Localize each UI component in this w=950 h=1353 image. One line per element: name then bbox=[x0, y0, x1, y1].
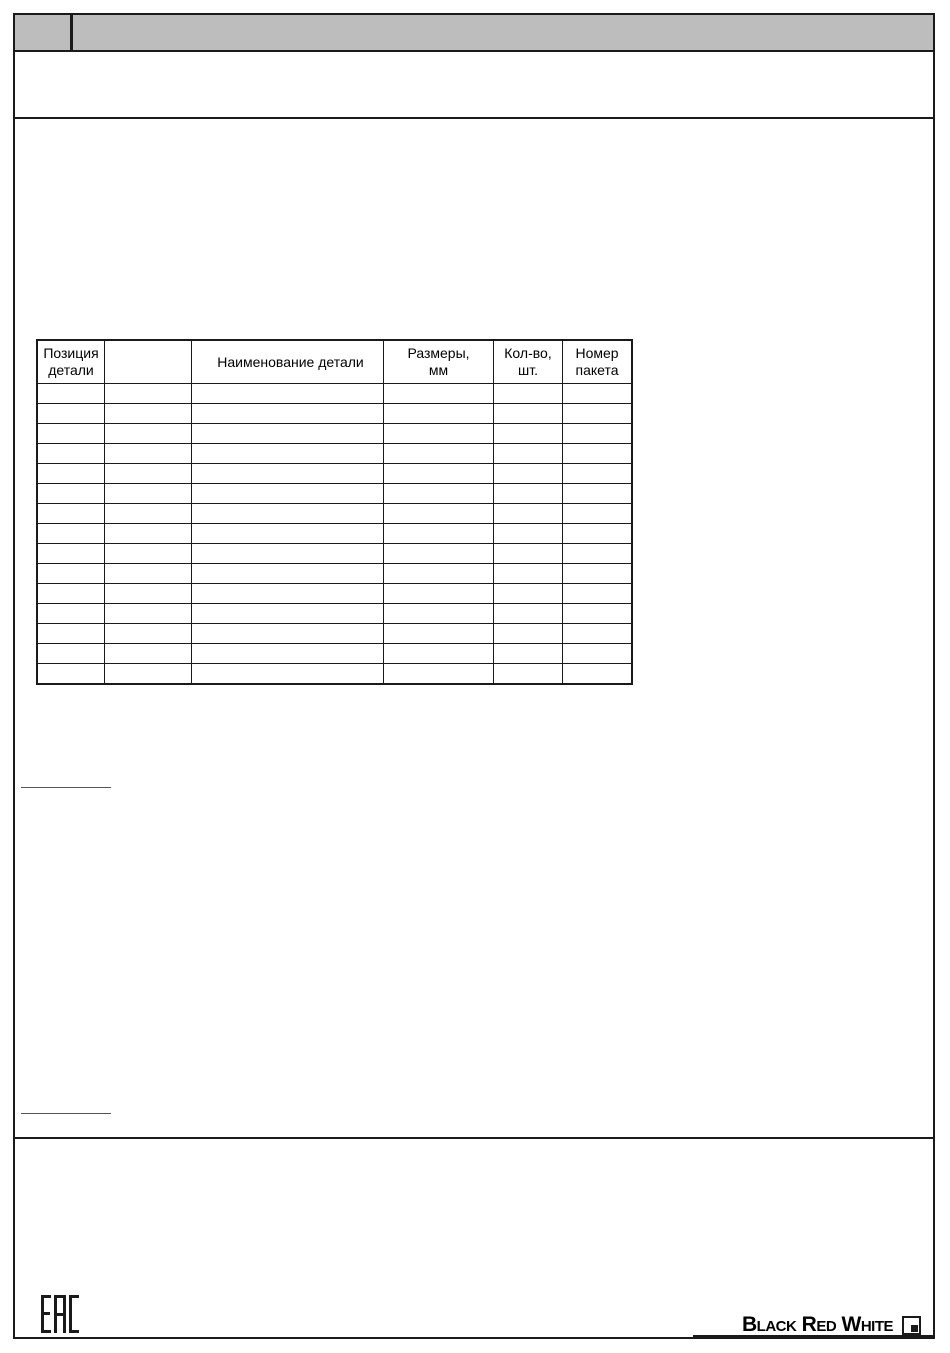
table-cell bbox=[494, 524, 563, 544]
table-cell bbox=[105, 564, 192, 584]
table-cell bbox=[105, 424, 192, 444]
table-cell bbox=[37, 564, 105, 584]
column-header-position: Позиция детали bbox=[37, 340, 105, 384]
table-row bbox=[37, 484, 632, 504]
table-cell bbox=[37, 424, 105, 444]
table-cell bbox=[494, 444, 563, 464]
table-cell bbox=[192, 584, 384, 604]
parts-table-header-row bbox=[37, 340, 632, 384]
table-row bbox=[37, 524, 632, 544]
table-cell bbox=[37, 404, 105, 424]
table-cell bbox=[37, 544, 105, 564]
table-row bbox=[37, 464, 632, 484]
divider-rule bbox=[21, 787, 111, 788]
table-cell bbox=[384, 604, 494, 624]
table-cell bbox=[563, 444, 633, 464]
table-cell bbox=[105, 584, 192, 604]
header-bar bbox=[15, 15, 933, 52]
table-row bbox=[37, 544, 632, 564]
table-cell bbox=[37, 384, 105, 404]
table-row bbox=[37, 404, 632, 424]
table-row bbox=[37, 504, 632, 524]
column-header-blank bbox=[105, 340, 192, 384]
table-cell bbox=[563, 644, 633, 664]
table-cell bbox=[105, 464, 192, 484]
table-cell bbox=[192, 644, 384, 664]
table-row bbox=[37, 644, 632, 664]
table-cell bbox=[37, 584, 105, 604]
divider-rule bbox=[21, 1113, 111, 1114]
table-cell bbox=[563, 564, 633, 584]
table-cell bbox=[384, 644, 494, 664]
table-cell bbox=[105, 504, 192, 524]
table-cell bbox=[563, 584, 633, 604]
table-cell bbox=[563, 504, 633, 524]
table-cell bbox=[563, 384, 633, 404]
table-cell bbox=[494, 584, 563, 604]
table-cell bbox=[384, 504, 494, 524]
table-cell bbox=[563, 544, 633, 564]
table-cell bbox=[105, 604, 192, 624]
brand-name: Black Red White bbox=[742, 1313, 893, 1336]
table-cell bbox=[563, 524, 633, 544]
table-cell bbox=[37, 524, 105, 544]
column-header-part-name: Наименование детали bbox=[192, 340, 384, 384]
brand-square-icon bbox=[902, 1316, 921, 1335]
table-cell bbox=[384, 404, 494, 424]
table-cell bbox=[563, 404, 633, 424]
footer-divider bbox=[15, 1137, 933, 1139]
table-cell bbox=[494, 404, 563, 424]
table-cell bbox=[192, 524, 384, 544]
column-header-package-number: Номер пакета bbox=[563, 340, 633, 384]
table-cell bbox=[105, 404, 192, 424]
table-cell bbox=[494, 424, 563, 444]
table-cell bbox=[384, 464, 494, 484]
table-cell bbox=[37, 604, 105, 624]
table-cell bbox=[105, 384, 192, 404]
table-cell bbox=[494, 564, 563, 584]
parts-table bbox=[36, 339, 633, 685]
table-cell bbox=[192, 484, 384, 504]
table-cell bbox=[494, 484, 563, 504]
table-cell bbox=[563, 484, 633, 504]
table-cell bbox=[384, 544, 494, 564]
table-cell bbox=[105, 484, 192, 504]
table-cell bbox=[384, 444, 494, 464]
table-cell bbox=[105, 444, 192, 464]
table-row bbox=[37, 604, 632, 624]
table-cell bbox=[494, 544, 563, 564]
table-cell bbox=[192, 624, 384, 644]
table-cell bbox=[192, 544, 384, 564]
table-row bbox=[37, 664, 632, 685]
table-row bbox=[37, 564, 632, 584]
table-cell bbox=[494, 624, 563, 644]
table-cell bbox=[494, 644, 563, 664]
column-header-quantity: Кол-во, шт. bbox=[494, 340, 563, 384]
table-row bbox=[37, 444, 632, 464]
column-header-dimensions: Размеры, мм bbox=[384, 340, 494, 384]
table-cell bbox=[105, 644, 192, 664]
table-cell bbox=[563, 664, 633, 685]
table-cell bbox=[494, 384, 563, 404]
table-cell bbox=[384, 664, 494, 685]
table-cell bbox=[192, 564, 384, 584]
table-row bbox=[37, 424, 632, 444]
table-cell bbox=[37, 664, 105, 685]
brand-underline bbox=[693, 1335, 933, 1337]
table-cell bbox=[37, 504, 105, 524]
table-cell bbox=[192, 444, 384, 464]
table-cell bbox=[37, 624, 105, 644]
table-cell bbox=[563, 464, 633, 484]
table-cell bbox=[105, 624, 192, 644]
table-row bbox=[37, 624, 632, 644]
table-row bbox=[37, 584, 632, 604]
table-cell bbox=[384, 564, 494, 584]
table-cell bbox=[384, 624, 494, 644]
table-cell bbox=[563, 604, 633, 624]
table-cell bbox=[105, 664, 192, 685]
table-cell bbox=[384, 524, 494, 544]
table-cell bbox=[384, 384, 494, 404]
table-cell bbox=[494, 664, 563, 685]
table-cell bbox=[37, 484, 105, 504]
table-cell bbox=[563, 624, 633, 644]
title-band bbox=[15, 52, 933, 119]
table-cell bbox=[494, 604, 563, 624]
table-cell bbox=[192, 384, 384, 404]
header-number-cell bbox=[15, 15, 73, 50]
table-cell bbox=[384, 584, 494, 604]
parts-table-body bbox=[37, 384, 632, 685]
page-frame bbox=[13, 13, 935, 1339]
table-row bbox=[37, 384, 632, 404]
table-cell bbox=[192, 664, 384, 685]
table-cell bbox=[192, 604, 384, 624]
table-cell bbox=[384, 484, 494, 504]
table-cell bbox=[192, 404, 384, 424]
table-cell bbox=[105, 524, 192, 544]
table-cell bbox=[192, 424, 384, 444]
table-cell bbox=[494, 504, 563, 524]
table-cell bbox=[192, 504, 384, 524]
table-cell bbox=[384, 424, 494, 444]
table-cell bbox=[494, 464, 563, 484]
table-cell bbox=[105, 544, 192, 564]
table-cell bbox=[37, 464, 105, 484]
table-cell bbox=[192, 464, 384, 484]
table-cell bbox=[37, 444, 105, 464]
eac-mark-icon bbox=[39, 1293, 81, 1335]
table-cell bbox=[37, 644, 105, 664]
table-cell bbox=[563, 424, 633, 444]
